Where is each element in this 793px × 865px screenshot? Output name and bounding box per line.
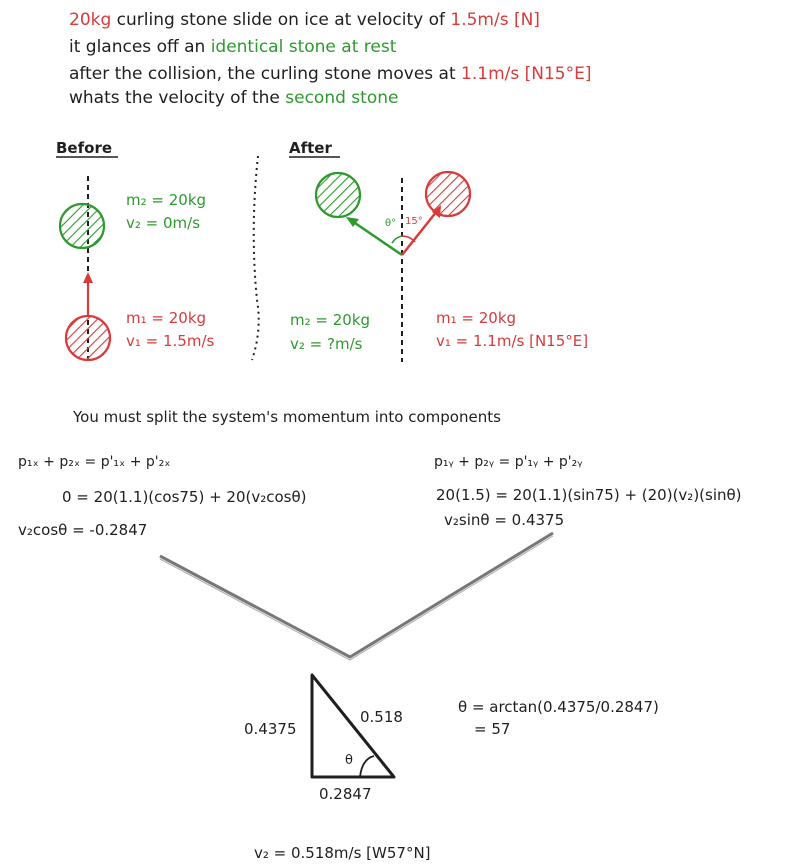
after-heading: After [289, 139, 332, 157]
theta-arc [392, 236, 402, 243]
second-stone-text: second stone [285, 88, 399, 108]
triangle-vertical-label: 0.4375 [244, 720, 297, 738]
stone-2-velocity-after-label: v₂ = ?m/s [290, 335, 363, 353]
stone-2-mass-after-label: m₂ = 20kg [290, 311, 371, 329]
final-answer: v₂ = 0.518m/s [W57°N] [254, 844, 431, 862]
x-momentum-header: p₁ₓ + p₂ₓ = p'₁ₓ + p'₂ₓ [18, 454, 171, 470]
problem-text: it glances off an [69, 37, 211, 57]
stone-1-mass-after-label: m₁ = 20kg [436, 309, 517, 327]
arrow-head [83, 272, 93, 283]
theta-angle-label: θ° [385, 218, 397, 229]
y-momentum-header: p₁ᵧ + p₂ᵧ = p'₁ᵧ + p'₂ᵧ [434, 454, 583, 470]
triangle-theta-label: θ [345, 753, 353, 768]
triangle-hypotenuse-label: 0.518 [360, 708, 403, 726]
instruction-text: You must split the system's momentum into components [73, 408, 501, 426]
x-component-result: v₂cosθ = -0.2847 [18, 521, 148, 539]
stone-1-after [426, 172, 470, 216]
triangle-horizontal-label: 0.2847 [319, 785, 372, 803]
stone-2-before [60, 204, 104, 248]
stone-1-before [66, 316, 110, 360]
theta-calculation: θ = arctan(0.4375/0.2847) [458, 698, 659, 716]
x-momentum-equation: 0 = 20(1.1)(cos75) + 20(v₂cosθ) [62, 488, 307, 506]
stone-2-mass-label: m₂ = 20kg [126, 191, 207, 209]
y-component-result: v₂sinθ = 0.4375 [444, 511, 565, 529]
stone-2-after [316, 173, 360, 217]
y-momentum-equation: 20(1.5) = 20(1.1)(sin75) + (20)(v₂)(sinθ) [436, 486, 742, 504]
angle-15-label: 15° [405, 216, 423, 227]
v-connector [160, 533, 553, 657]
stone-2-velocity-label: v₂ = 0m/s [126, 214, 201, 232]
before-heading: Before [56, 139, 113, 157]
mass-text: 20kg [69, 10, 112, 30]
initial-velocity-text: 1.5m/s [N] [450, 10, 540, 30]
triangle-angle-arc [360, 756, 374, 777]
stone-1-velocity-after-label: v₁ = 1.1m/s [N15°E] [436, 332, 589, 350]
final-velocity-text: 1.1m/s [N15°E] [461, 64, 592, 84]
stone-1-mass-label: m₁ = 20kg [126, 309, 207, 327]
problem-text: after the collision, the curling stone moves at [69, 64, 462, 84]
separator-line [252, 156, 259, 360]
problem-text: whats the velocity of the [69, 88, 286, 108]
problem-text: curling stone slide on ice at velocity of [111, 10, 451, 30]
stone-1-velocity-label: v₁ = 1.5m/s [126, 332, 215, 350]
v-connector-shadow [160, 536, 553, 660]
theta-result: = 57 [474, 720, 511, 738]
identical-stone-text: identical stone at rest [210, 37, 397, 57]
